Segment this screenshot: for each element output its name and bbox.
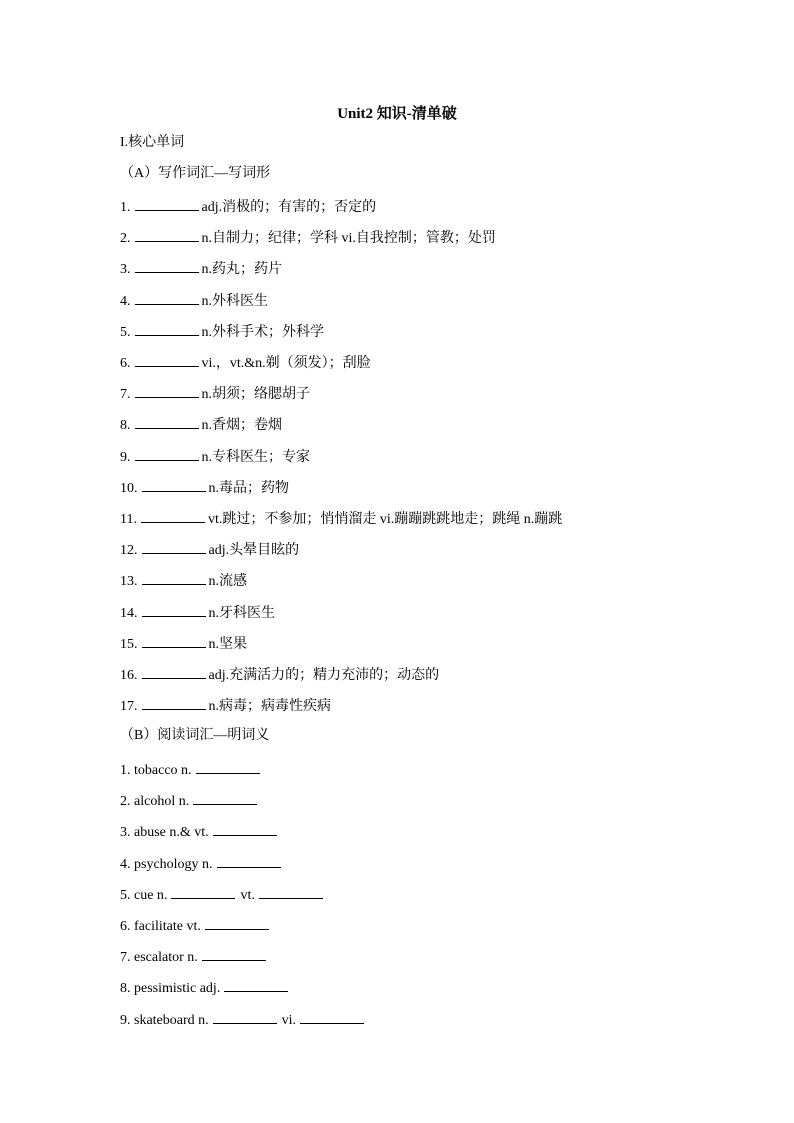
item-word: 7. escalator n. — [120, 950, 198, 966]
reading-item — [120, 947, 269, 967]
item-number: 15. — [120, 636, 138, 652]
answer-blank[interactable] — [142, 571, 206, 585]
answer-blank[interactable] — [135, 291, 199, 305]
writing-item — [120, 384, 310, 404]
writing-item — [120, 478, 289, 498]
writing-item — [120, 197, 376, 217]
item-definition: adj.消极的；有害的；否定的 — [201, 200, 377, 215]
writing-item — [120, 571, 247, 591]
item-pos-second: vt. — [240, 887, 255, 903]
item-number: 5. — [120, 324, 131, 340]
item-word: 2. alcohol n. — [120, 794, 190, 810]
answer-blank[interactable] — [224, 978, 288, 992]
item-number: 6. — [120, 356, 131, 371]
item-pos-second: vi. — [281, 1012, 297, 1028]
answer-blank[interactable] — [142, 696, 206, 710]
item-number: 17. — [120, 699, 138, 715]
answer-blank[interactable] — [135, 197, 199, 211]
item-definition: n.流感 — [208, 574, 247, 590]
writing-item — [120, 634, 247, 654]
reading-item — [120, 885, 326, 905]
item-number: 7. — [120, 387, 131, 403]
item-word: 6. facilitate vt. — [120, 919, 201, 934]
answer-blank[interactable] — [205, 916, 269, 930]
item-number: 13. — [120, 574, 138, 590]
item-definition: n.外科手术；外科学 — [201, 324, 324, 340]
page-title: Unit2 知识-清单破 — [337, 106, 457, 122]
item-number: 11. — [120, 512, 137, 527]
answer-blank[interactable] — [142, 665, 206, 679]
reading-item — [120, 822, 280, 842]
item-word: 5. cue n. — [120, 887, 168, 903]
item-definition: vi.，vt.&n.剃（须发）；刮脸 — [201, 356, 371, 371]
item-word: 1. tobacco n. — [120, 763, 192, 778]
answer-blank[interactable] — [196, 760, 260, 774]
section-heading-writing: （A）写作词汇—写词形 — [120, 166, 271, 181]
item-definition: n.药丸；药片 — [201, 262, 282, 278]
reading-item — [120, 791, 260, 811]
writing-item — [120, 540, 299, 560]
item-definition: n.自制力；纪律；学科 vi.自我控制；管教；处罚 — [201, 231, 496, 247]
answer-blank[interactable] — [135, 322, 199, 336]
item-definition: adj.充满活力的；精力充沛的；动态的 — [208, 668, 440, 683]
writing-item — [120, 509, 562, 529]
item-definition: n.香烟；卷烟 — [201, 418, 282, 434]
writing-item — [120, 353, 371, 373]
item-definition: n.外科医生 — [201, 293, 268, 309]
answer-blank[interactable] — [193, 791, 257, 805]
answer-blank[interactable] — [142, 478, 206, 492]
writing-item — [120, 291, 268, 311]
item-number: 10. — [120, 480, 138, 496]
item-word: 9. skateboard n. — [120, 1012, 209, 1028]
reading-item — [120, 916, 272, 936]
reading-item — [120, 1010, 367, 1030]
writing-item — [120, 696, 331, 716]
writing-item — [120, 228, 496, 248]
item-definition: n.牙科医生 — [208, 605, 275, 621]
answer-blank[interactable] — [213, 1010, 277, 1024]
answer-blank[interactable] — [135, 259, 199, 273]
answer-blank[interactable] — [213, 822, 277, 836]
item-definition: n.坚果 — [208, 636, 247, 652]
answer-blank[interactable] — [202, 947, 266, 961]
reading-item — [120, 854, 284, 874]
answer-blank[interactable] — [135, 353, 199, 367]
reading-item — [120, 760, 263, 780]
item-number: 8. — [120, 418, 131, 434]
answer-blank[interactable] — [135, 384, 199, 398]
item-number: 3. — [120, 262, 131, 278]
item-number: 14. — [120, 605, 138, 621]
item-definition: n.病毒；病毒性疾病 — [208, 699, 331, 715]
writing-item — [120, 665, 439, 685]
item-word: 8. pessimistic adj. — [120, 981, 221, 997]
item-definition: adj.头晕目眩的 — [208, 543, 300, 559]
item-number: 12. — [120, 543, 138, 559]
writing-item — [120, 603, 275, 623]
item-word: 4. psychology n. — [120, 856, 213, 872]
item-definition: n.专科医生；专家 — [201, 449, 310, 465]
item-definition: n.胡须；络腮胡子 — [201, 387, 310, 403]
answer-blank[interactable] — [135, 228, 199, 242]
item-number: 9. — [120, 449, 131, 465]
item-definition: n.毒品；药物 — [208, 480, 289, 496]
item-word: 3. abuse n.& vt. — [120, 825, 209, 841]
item-number: 4. — [120, 293, 131, 309]
answer-blank[interactable] — [141, 509, 205, 523]
item-definition: vt.跳过；不参加；悄悄溜走 vi.蹦蹦跳跳地走；跳绳 n.蹦跳 — [207, 512, 563, 527]
answer-blank[interactable] — [135, 415, 199, 429]
writing-item — [120, 259, 282, 279]
writing-item — [120, 322, 324, 342]
reading-item — [120, 978, 291, 998]
answer-blank[interactable] — [171, 885, 235, 899]
answer-blank[interactable] — [142, 634, 206, 648]
answer-blank-second[interactable] — [259, 885, 323, 899]
answer-blank-second[interactable] — [300, 1010, 364, 1024]
item-number: 1. — [120, 200, 131, 215]
section-heading-reading: （B）阅读词汇—明词义 — [120, 728, 270, 743]
writing-item — [120, 447, 310, 467]
item-number: 16. — [120, 668, 138, 683]
answer-blank[interactable] — [135, 447, 199, 461]
writing-item — [120, 415, 282, 435]
answer-blank[interactable] — [142, 540, 206, 554]
item-number: 2. — [120, 231, 131, 247]
answer-blank[interactable] — [217, 854, 281, 868]
answer-blank[interactable] — [142, 603, 206, 617]
section-heading-core-words: I.核心单词 — [120, 135, 185, 150]
